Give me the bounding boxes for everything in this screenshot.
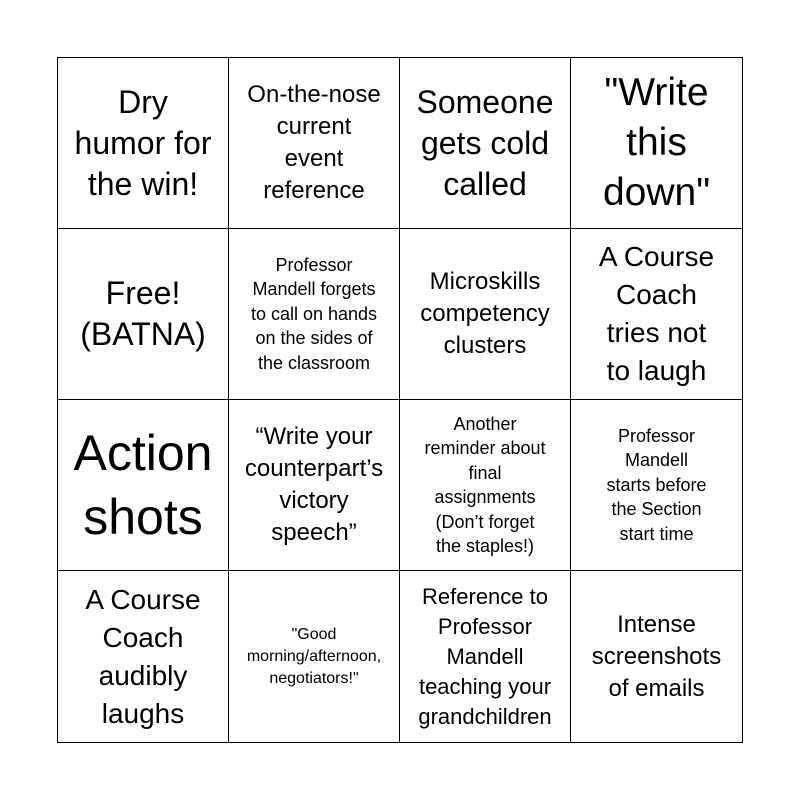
bingo-cell-r3c3[interactable] — [400, 400, 571, 571]
bingo-cell-r4c3[interactable] — [400, 571, 571, 742]
bingo-cell-r3c1[interactable] — [58, 400, 229, 571]
bingo-cell-text: Action shots — [73, 425, 213, 545]
bingo-cell-r1c1[interactable] — [58, 58, 229, 229]
bingo-cell-text: Professor Mandell starts before the Section start time — [606, 425, 707, 544]
bingo-cell-text: Free! (BATNA) — [80, 275, 206, 352]
bingo-cell-r4c2[interactable] — [229, 571, 400, 742]
bingo-cell-r2c3[interactable] — [400, 229, 571, 400]
bingo-cell-r2c2[interactable] — [229, 229, 400, 400]
bingo-cell-text: "Good morning/afternoon, negotiators!" — [246, 625, 382, 687]
bingo-cell-r4c4[interactable] — [571, 571, 742, 742]
bingo-cell-r2c4[interactable] — [571, 229, 742, 400]
bingo-cell-r4c1[interactable] — [58, 571, 229, 742]
bingo-cell-r2c1[interactable] — [58, 229, 229, 400]
bingo-cell-text: A Course Coach audibly laughs — [85, 583, 201, 729]
bingo-cell-text: Someone gets cold called — [416, 83, 554, 202]
bingo-cell-text: On-the-nose current event reference — [247, 81, 381, 204]
bingo-cell-r3c4[interactable] — [571, 400, 742, 571]
bingo-cell-r1c4[interactable] — [571, 58, 742, 229]
bingo-cell-text: Professor Mandell forgets to call on hands on the sides of the classroom — [250, 254, 378, 373]
bingo-cell-text: Another reminder about final assignments (Don’t forget the staples!) — [424, 413, 546, 556]
bingo-cell-r1c2[interactable] — [229, 58, 400, 229]
bingo-cell-text: A Course Coach tries not to laugh — [598, 241, 715, 386]
bingo-cell-text: Microskills competency clusters — [420, 268, 550, 359]
bingo-cell-text: Dry humor for the win! — [74, 83, 212, 202]
bingo-cell-text: "Write this down" — [602, 71, 711, 214]
bingo-card — [57, 57, 743, 743]
bingo-cell-r1c3[interactable] — [400, 58, 571, 229]
bingo-cell-text: “Write your counterpart’s victory speech” — [244, 423, 384, 546]
bingo-cell-text: Intense screenshots of emails — [591, 610, 722, 702]
bingo-cell-text: Reference to Professor Mandell teaching your grandchildren — [418, 583, 552, 729]
bingo-cell-r3c2[interactable] — [229, 400, 400, 571]
